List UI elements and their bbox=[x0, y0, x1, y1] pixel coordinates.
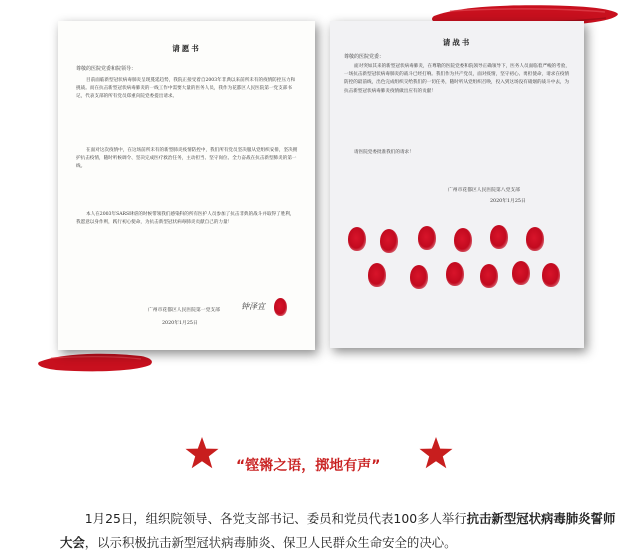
petition-signature-date: 2020年1月25日 bbox=[162, 321, 198, 326]
red-fingerprint bbox=[480, 264, 498, 288]
red-fingerprint bbox=[368, 263, 386, 287]
petition-letter-photo bbox=[58, 21, 315, 350]
petition-paragraph-2: 在面对这次疫情中，在这场前所未有的新型肺炎疫情防控中，我们所有党员坚决服从党组织安排，坚决拥护抗击疫情，随时听候调令、坚决完成医疗救治任务，主动担当、坚守岗位、全力奋战在抗击新型肺炎的第一线。 bbox=[76, 148, 298, 170]
petition-handwritten-signature: 钟泽宜 bbox=[241, 302, 265, 311]
petition-title: 请愿书 bbox=[172, 44, 201, 53]
red-fingerprint bbox=[418, 226, 436, 250]
red-fingerprint bbox=[512, 261, 530, 285]
battle-request-title: 请战书 bbox=[442, 38, 472, 47]
paragraph-text-end: ，以示积极抗击新型冠状病毒肺炎、保卫人民群众生命安全的决心。 bbox=[84, 535, 457, 550]
battle-request-salutation: 尊敬的医院党委： bbox=[344, 54, 385, 60]
petition-salutation: 尊敬的医院党委和院领导： bbox=[76, 66, 137, 72]
red-star-icon bbox=[184, 436, 220, 472]
petition-signature-org: 广州市花都区人民医院第一党支部 bbox=[148, 308, 220, 313]
red-fingerprint bbox=[526, 227, 544, 251]
red-fingerprint bbox=[274, 298, 287, 316]
red-fingerprint bbox=[410, 265, 428, 289]
red-fingerprint bbox=[490, 225, 508, 249]
battle-request-paragraph-2: 请医院党委批准我们的请求！ bbox=[354, 150, 414, 155]
paragraph-bold-event: 抗击新型冠状病毒肺炎誓师大会 bbox=[60, 511, 616, 550]
petition-paragraph-3: 本人在2003年SARS肆虐的时候带领我们感染科的所有医护人员参加了抗击非典的战斗并取得了胜利，我愿意以身作则，践行初心使命，为抗击新型冠状病毒肺炎贡献自己的力量！ bbox=[76, 212, 295, 226]
paragraph-text-start: 1月25日，组织院领导、各党支部书记、委员和党员代表100多人举行 bbox=[84, 511, 467, 526]
red-brush-stroke-bottom bbox=[36, 348, 154, 378]
battle-request-signature-org: 广州市花都区人民医院第八党支部 bbox=[448, 188, 520, 193]
article-paragraph bbox=[60, 507, 620, 555]
red-fingerprint bbox=[542, 263, 560, 287]
battle-request-letter-photo bbox=[330, 21, 584, 348]
headline-quote: “铿锵之语，掷地有声” bbox=[236, 458, 381, 474]
petition-paragraph-1: 目前面临新型冠状病毒肺炎呈现蔓延趋势，我院正接受着自2003年非典以来前所未有的疫情防控压力和挑战。而在抗击新型冠状病毒肺炎的一线工作中需要大量的医务人员，我作为花都区人民医院第一党支部书记，代表支部的所有党员郑重向院党委提出请求。 bbox=[76, 78, 296, 100]
red-fingerprint bbox=[348, 227, 366, 251]
battle-request-paragraph-1: 面对突如其来的新型冠状病毒肺炎，在尊敬的医院党委和院领导正确领导下，医务人员面临着严峻的考验，一场抗击新型冠状病毒肺炎的战斗已经打响。我们作为共产党员，面对疫情，坚守初心、勇担使命，请求在疫情防控的最前线，出色完成组织交给我们的一切任务，随时听从党组织召唤，投入到这场没有硝烟的战斗中去，为抗击新型冠状病毒肺炎疫情做出应有的贡献！ bbox=[344, 64, 570, 94]
red-fingerprint bbox=[454, 228, 472, 252]
red-star-icon bbox=[418, 436, 454, 472]
battle-request-signature-date: 2020年1月25日 bbox=[490, 199, 526, 204]
red-fingerprint bbox=[380, 229, 398, 253]
red-fingerprint bbox=[446, 262, 464, 286]
